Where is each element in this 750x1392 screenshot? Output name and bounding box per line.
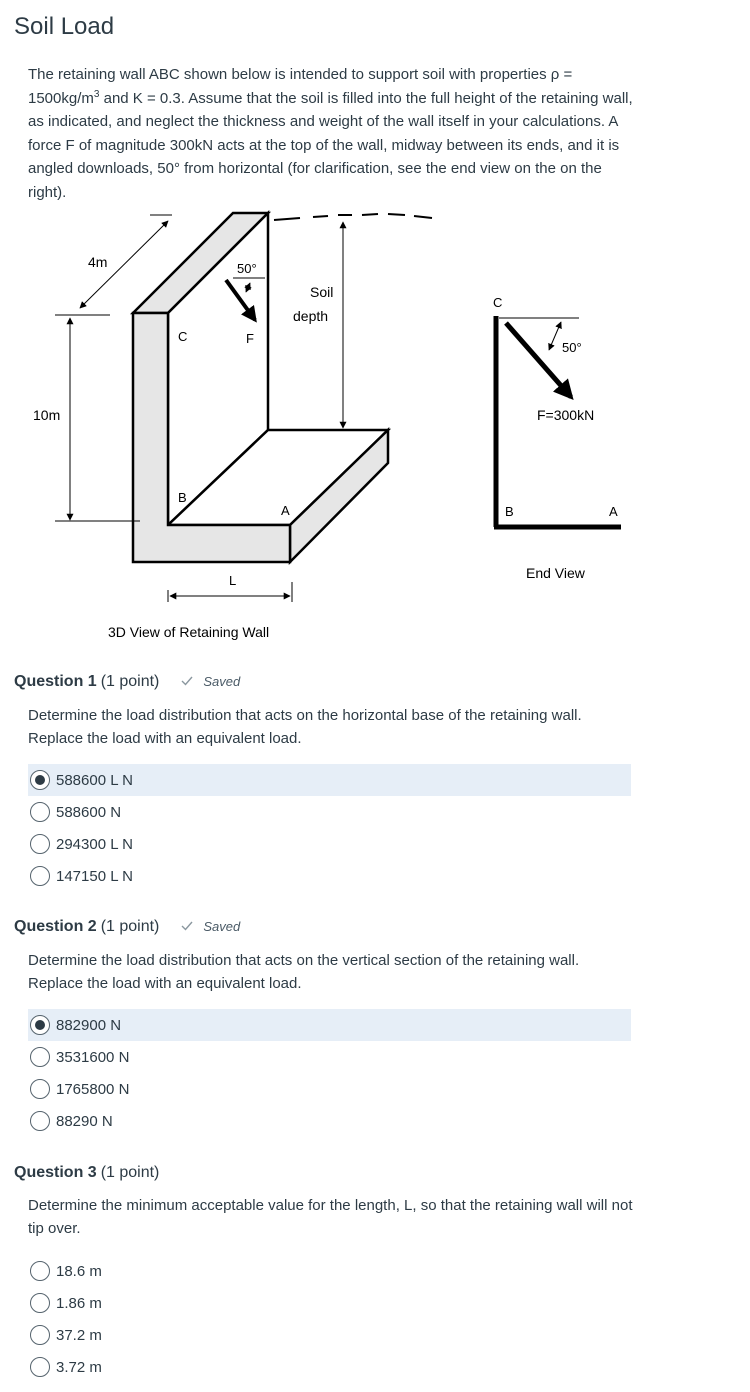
radio-button[interactable] [30,1293,50,1313]
radio-button[interactable] [30,1079,50,1099]
option-label: 1.86 m [56,1294,102,1312]
option-label: 588600 N [56,803,122,821]
question-1-options [28,764,631,892]
question-3-points: (1 point) [100,1164,160,1181]
soil-surface-dashed [274,214,432,220]
label-f-3d: F [246,331,254,346]
radio-button[interactable] [30,770,50,790]
answer-option[interactable] [28,860,631,892]
answer-option[interactable] [28,796,631,828]
depth-label: depth [293,308,329,324]
radio-button[interactable] [30,866,50,886]
question-2-saved-status [181,919,240,934]
question-1-points: (1 point) [100,673,160,690]
intro-text-part2: and K = 0.3. Assume that the soil is filled into the full height of the retaining wall, as indicated, and neglect the thickness and weight of the wall itself in your calculations. A force F of magnitude 300kN acts at the top of the wall, midway between its ends, and it is angled downloads, 50° from horizontal (for clarification, see the end view on the on the right). [28,89,633,201]
option-label: 588600 L N [56,771,134,789]
question-3-header [14,1164,159,1182]
option-label: 18.6 m [56,1262,102,1280]
problem-statement [28,63,633,205]
dim-l-label: L [229,573,237,588]
radio-button[interactable] [30,802,50,822]
answer-option[interactable] [28,1041,631,1073]
answer-option[interactable] [28,1009,631,1041]
option-label: 882900 N [56,1016,122,1034]
answer-option[interactable] [28,1255,631,1287]
answer-option[interactable] [28,1105,631,1137]
end-label-a: A [609,504,618,519]
question-3-title: Question 3 [14,1164,97,1181]
end-label-b: B [505,504,514,519]
radio-button[interactable] [30,1261,50,1281]
caption-end-view: End View [526,565,585,581]
option-label: 37.2 m [56,1326,102,1344]
option-label: 3531600 N [56,1048,130,1066]
question-2-options [28,1009,631,1137]
page-title: Soil Load [14,13,115,40]
intro-superscript: 3 [93,88,100,100]
answer-option[interactable] [28,1287,631,1319]
answer-option[interactable] [28,1073,631,1105]
question-2-text: Determine the load distribution that acts on the vertical section of the retaining wall. Replace the load with an equivalent load. [28,952,580,992]
question-1-header [14,673,240,691]
question-2-header [14,918,240,936]
end-force-label: F=300kN [537,407,595,423]
radio-button[interactable] [30,1357,50,1377]
label-c-3d: C [178,329,188,344]
option-label: 294300 L N [56,835,134,853]
end-label-c: C [493,295,503,310]
option-label: 3.72 m [56,1358,102,1376]
end-angle-label: 50° [562,340,582,355]
retaining-wall-figure [0,205,750,655]
angle-50-label: 50° [237,261,257,276]
answer-option[interactable] [28,1351,631,1383]
caption-3d-view: 3D View of Retaining Wall [108,624,270,640]
wall-3d-drawing [133,213,388,562]
answer-option[interactable] [28,828,631,860]
radio-button[interactable] [30,1111,50,1131]
radio-button[interactable] [30,834,50,854]
answer-option[interactable] [28,764,631,796]
end-force-arrow [506,323,571,397]
option-label: 1765800 N [56,1080,130,1098]
question-1-saved-status [181,674,240,689]
question-3-options [28,1255,631,1383]
dim-10m-label: 10m [33,407,61,423]
question-2-title: Question 2 [14,918,97,935]
option-label: 88290 N [56,1112,113,1130]
saved-label: Saved [203,918,241,934]
label-a-3d: A [281,503,290,518]
answer-option[interactable] [28,1319,631,1351]
radio-button[interactable] [30,1325,50,1345]
option-label: 147150 L N [56,867,134,885]
check-icon [181,676,193,686]
saved-label: Saved [203,673,241,689]
check-icon [181,921,193,931]
question-1-text: Determine the load distribution that acts on the horizontal base of the retaining wall. Replace the load with an equivalent load. [28,707,582,747]
soil-label: Soil [310,284,334,300]
radio-button[interactable] [30,1015,50,1035]
dim-4m-label: 4m [88,254,108,270]
question-3-text: Determine the minimum acceptable value for the length, L, so that the retaining wall will not tip over. [28,1197,633,1237]
question-1-title: Question 1 [14,673,97,690]
intro-text-part1: The retaining wall ABC shown below is intended to support soil with properties ρ = 1500kg/m [28,66,573,107]
label-b-3d: B [178,490,187,505]
question-2-points: (1 point) [100,918,160,935]
radio-button[interactable] [30,1047,50,1067]
